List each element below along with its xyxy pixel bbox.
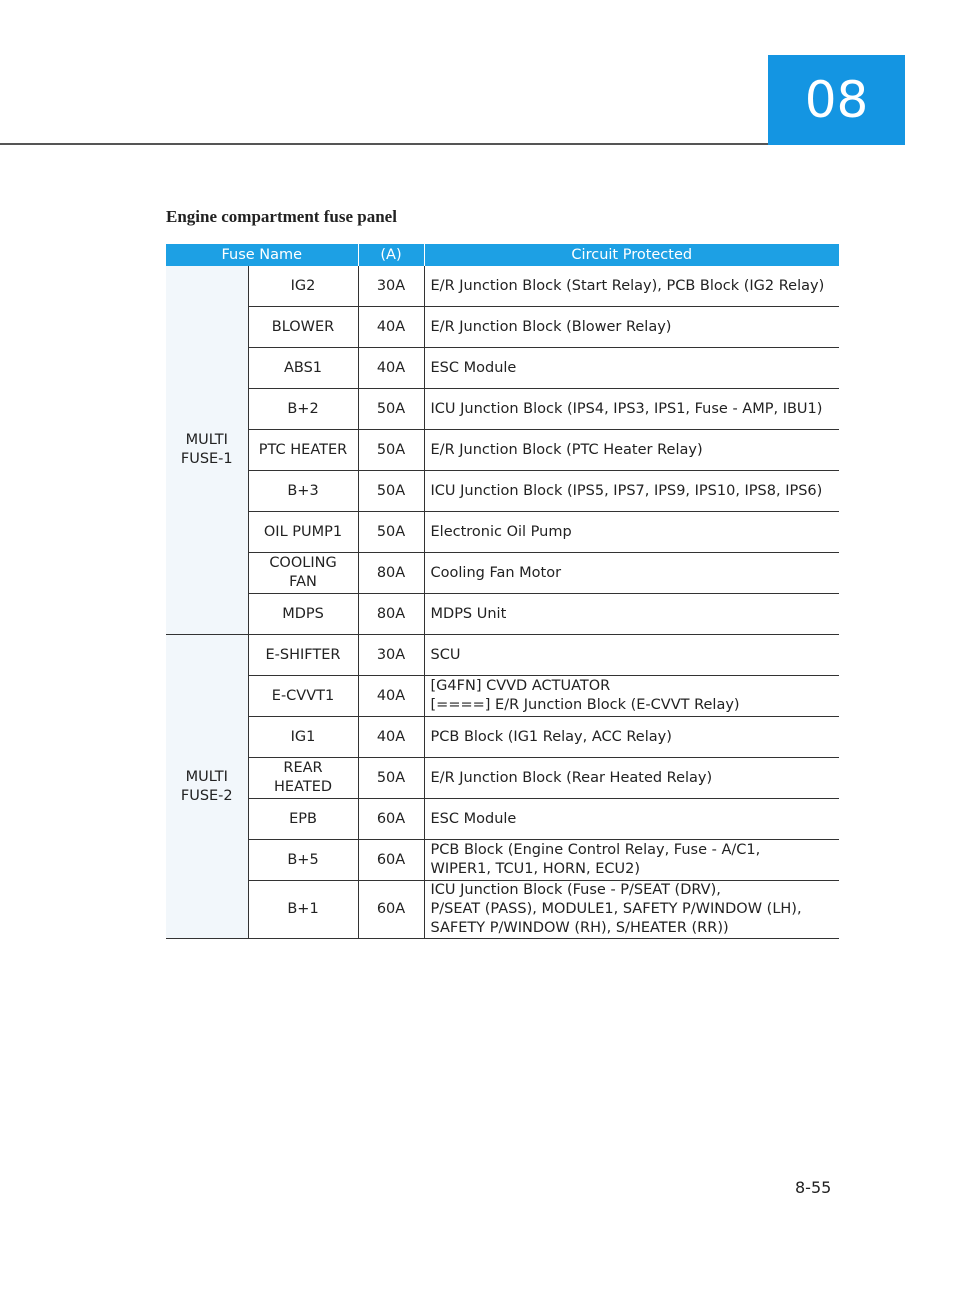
fuse-name-cell: B+3 bbox=[248, 471, 358, 512]
fuse-name-cell: MDPS bbox=[248, 594, 358, 635]
fuse-table-body bbox=[166, 266, 839, 939]
circuit-protected-cell: PCB Block (IG1 Relay, ACC Relay) bbox=[424, 717, 839, 758]
header-rule bbox=[0, 143, 768, 145]
amperage-cell: 50A bbox=[358, 512, 424, 553]
table-row bbox=[166, 635, 839, 676]
page-number: 8-55 bbox=[795, 1178, 832, 1197]
amperage-cell: 60A bbox=[358, 881, 424, 939]
fuse-group-name: MULTI FUSE-2 bbox=[166, 635, 248, 939]
fuse-name-cell: EPB bbox=[248, 799, 358, 840]
amperage-cell: 60A bbox=[358, 799, 424, 840]
circuit-protected-cell: ICU Junction Block (IPS5, IPS7, IPS9, IPS10, IPS8, IPS6) bbox=[424, 471, 839, 512]
circuit-protected-cell: SCU bbox=[424, 635, 839, 676]
circuit-protected-cell: ESC Module bbox=[424, 799, 839, 840]
amperage-cell: 60A bbox=[358, 840, 424, 881]
amperage-cell: 50A bbox=[358, 430, 424, 471]
fuse-name-cell: E-CVVT1 bbox=[248, 676, 358, 717]
circuit-protected-cell: PCB Block (Engine Control Relay, Fuse - A/C1, WIPER1, TCU1, HORN, ECU2) bbox=[424, 840, 839, 881]
header-amperage: (A) bbox=[358, 244, 424, 266]
amperage-cell: 80A bbox=[358, 594, 424, 635]
circuit-protected-cell: [G4FN] CVVD ACTUATOR [====] E/R Junction Block (E-CVVT Relay) bbox=[424, 676, 839, 717]
table-row bbox=[166, 307, 839, 348]
table-row bbox=[166, 266, 839, 307]
circuit-protected-cell: MDPS Unit bbox=[424, 594, 839, 635]
table-row bbox=[166, 717, 839, 758]
section-title: Engine compartment fuse panel bbox=[166, 207, 397, 226]
table-row bbox=[166, 348, 839, 389]
amperage-cell: 40A bbox=[358, 676, 424, 717]
circuit-protected-cell: ICU Junction Block (Fuse - P/SEAT (DRV), P/SEAT (PASS), MODULE1, SAFETY P/WINDOW (LH), SAFETY P/WINDOW (RH), S/HEATER (RR)) bbox=[424, 881, 839, 939]
amperage-cell: 40A bbox=[358, 717, 424, 758]
fuse-name-cell: REAR HEATED bbox=[248, 758, 358, 799]
fuse-name-cell: ABS1 bbox=[248, 348, 358, 389]
table-row bbox=[166, 758, 839, 799]
fuse-name-cell: B+1 bbox=[248, 881, 358, 939]
fuse-name-cell: B+2 bbox=[248, 389, 358, 430]
table-row bbox=[166, 471, 839, 512]
circuit-protected-cell: ESC Module bbox=[424, 348, 839, 389]
fuse-table bbox=[166, 244, 839, 939]
amperage-cell: 30A bbox=[358, 635, 424, 676]
circuit-protected-cell: Cooling Fan Motor bbox=[424, 553, 839, 594]
circuit-protected-cell: ICU Junction Block (IPS4, IPS3, IPS1, Fuse - AMP, IBU1) bbox=[424, 389, 839, 430]
circuit-protected-cell: E/R Junction Block (PTC Heater Relay) bbox=[424, 430, 839, 471]
table-row bbox=[166, 430, 839, 471]
fuse-name-cell: B+5 bbox=[248, 840, 358, 881]
circuit-protected-cell: Electronic Oil Pump bbox=[424, 512, 839, 553]
fuse-name-cell: COOLING FAN bbox=[248, 553, 358, 594]
amperage-cell: 50A bbox=[358, 471, 424, 512]
fuse-name-cell: PTC HEATER bbox=[248, 430, 358, 471]
amperage-cell: 50A bbox=[358, 758, 424, 799]
table-header-row bbox=[166, 244, 839, 266]
circuit-protected-cell: E/R Junction Block (Blower Relay) bbox=[424, 307, 839, 348]
fuse-name-cell: IG2 bbox=[248, 266, 358, 307]
amperage-cell: 50A bbox=[358, 389, 424, 430]
table-row bbox=[166, 512, 839, 553]
amperage-cell: 40A bbox=[358, 348, 424, 389]
table-row bbox=[166, 881, 839, 939]
table-row bbox=[166, 840, 839, 881]
fuse-name-cell: BLOWER bbox=[248, 307, 358, 348]
fuse-group-name: MULTI FUSE-1 bbox=[166, 266, 248, 635]
amperage-cell: 40A bbox=[358, 307, 424, 348]
circuit-protected-cell: E/R Junction Block (Rear Heated Relay) bbox=[424, 758, 839, 799]
amperage-cell: 30A bbox=[358, 266, 424, 307]
fuse-name-cell: E-SHIFTER bbox=[248, 635, 358, 676]
circuit-protected-cell: E/R Junction Block (Start Relay), PCB Block (IG2 Relay) bbox=[424, 266, 839, 307]
table-row bbox=[166, 553, 839, 594]
table-row bbox=[166, 594, 839, 635]
header-fuse-name: Fuse Name bbox=[166, 244, 358, 266]
chapter-tab: 08 bbox=[768, 55, 905, 145]
header-circuit-protected: Circuit Protected bbox=[424, 244, 839, 266]
table-row bbox=[166, 676, 839, 717]
fuse-name-cell: IG1 bbox=[248, 717, 358, 758]
table-row bbox=[166, 799, 839, 840]
table-row bbox=[166, 389, 839, 430]
amperage-cell: 80A bbox=[358, 553, 424, 594]
fuse-name-cell: OIL PUMP1 bbox=[248, 512, 358, 553]
